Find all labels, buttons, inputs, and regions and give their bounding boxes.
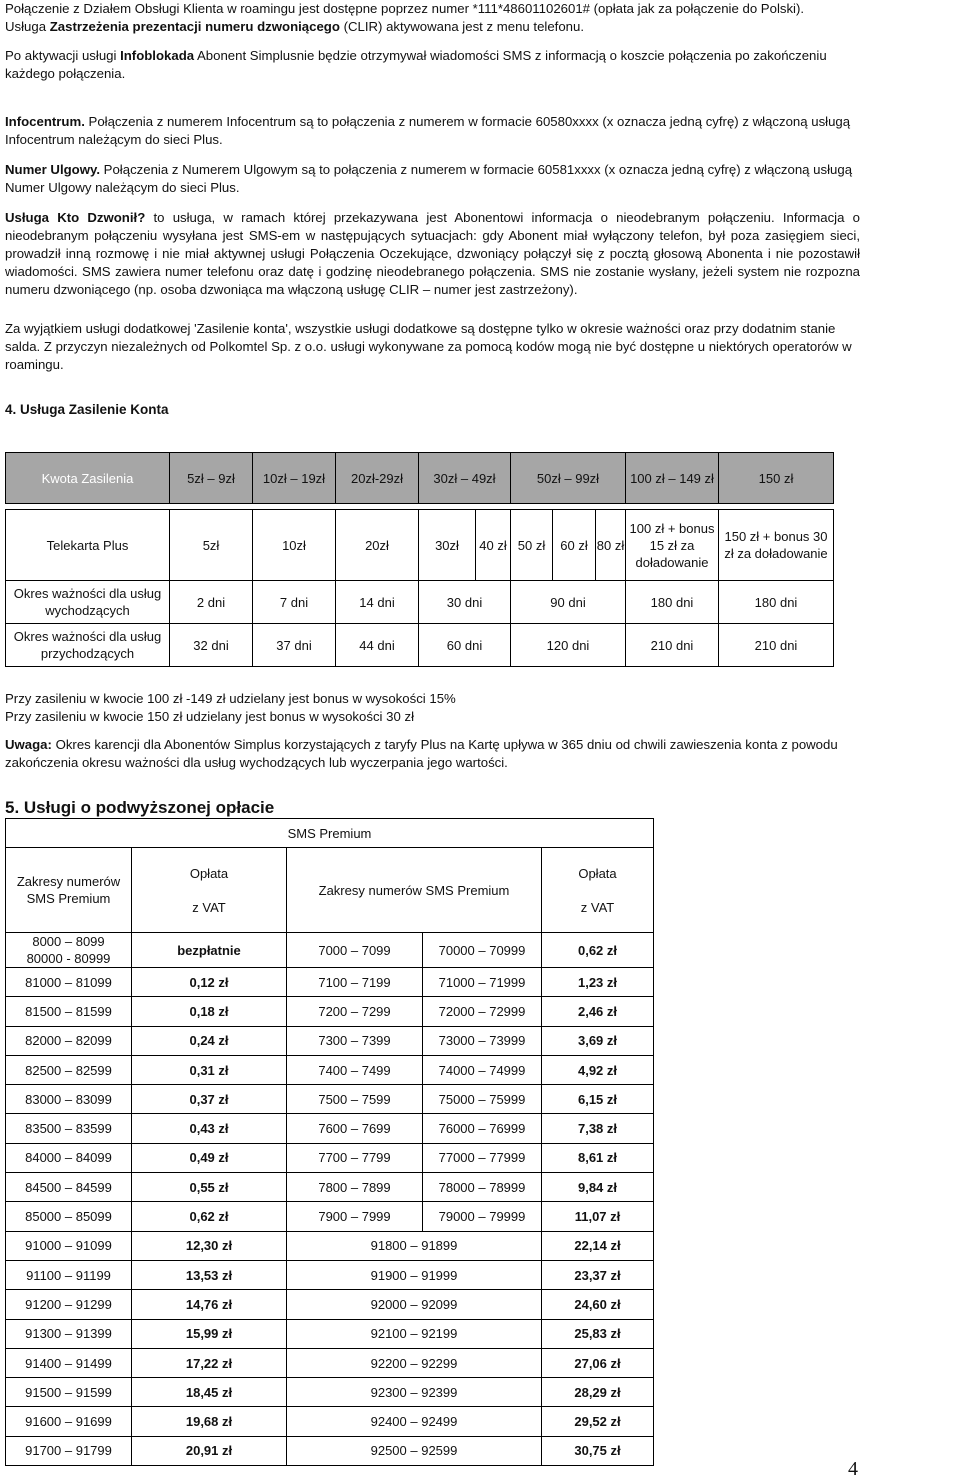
range-right-1: 7500 – 7599 [287, 1085, 423, 1114]
wych-cell: 30 dni [419, 581, 511, 624]
range-right-2: 79000 – 79999 [423, 1202, 542, 1231]
kwota-label: Kwota Zasilenia [6, 453, 170, 504]
range-left: 91500 – 91599 [6, 1378, 132, 1407]
fee-left: 0,49 zł [132, 1143, 287, 1172]
header-vat-text: z VAT [192, 899, 226, 915]
telekarta-cell: 80 zł [596, 510, 626, 581]
range-right-2: 74000 – 74999 [423, 1055, 542, 1084]
ulgowy-bold: Numer Ulgowy. [5, 162, 101, 177]
table-row [6, 997, 654, 1026]
kto-dzwonil-bold: Usługa Kto Dzwonił? [5, 210, 146, 225]
table-row [6, 1026, 654, 1055]
uwaga-paragraph [5, 736, 860, 772]
table-row [6, 968, 654, 997]
telekarta-cell: 5zł [170, 510, 253, 581]
bonus-notes [5, 690, 860, 726]
range-right-1: 7200 – 7299 [287, 997, 423, 1026]
range-right-1: 7000 – 7099 [287, 933, 423, 968]
fee-right: 24,60 zł [542, 1290, 654, 1319]
fee-left: 20,91 zł [132, 1436, 287, 1465]
page-number: 4 [848, 1458, 858, 1480]
range-right-1: 7600 – 7699 [287, 1114, 423, 1143]
przych-cell: 37 dni [253, 624, 336, 667]
range-right-2: 72000 – 72999 [423, 997, 542, 1026]
fee-left: 18,45 zł [132, 1378, 287, 1407]
range-left: 82000 – 82099 [6, 1026, 132, 1055]
range-right-2: 76000 – 76999 [423, 1114, 542, 1143]
fee-left: 14,76 zł [132, 1290, 287, 1319]
table-row [6, 1143, 654, 1172]
range-right-2: 78000 – 78999 [423, 1173, 542, 1202]
wych-cell: 180 dni [626, 581, 719, 624]
bonus-note-2: Przy zasileniu w kwocie 150 zł udzielany jest bonus w wysokości 30 zł [5, 709, 414, 724]
table-row [6, 1173, 654, 1202]
telekarta-cell: 30zł [419, 510, 476, 581]
infocentrum-bold: Infocentrum. [5, 114, 85, 129]
wych-cell: 180 dni [719, 581, 834, 624]
kwota-cell: 150 zł [719, 453, 834, 504]
fee-right: 0,62 zł [542, 933, 654, 968]
range-right-1: 7100 – 7199 [287, 968, 423, 997]
intro-line-2-pre: Usługa [5, 19, 50, 34]
header-oplata-text: Opłata [189, 865, 229, 881]
fee-left: 17,22 zł [132, 1348, 287, 1377]
fee-left: 13,53 zł [132, 1260, 287, 1289]
table-row [6, 1290, 654, 1319]
telekarta-cell: 60 zł [553, 510, 596, 581]
fee-left: 0,62 zł [132, 1202, 287, 1231]
wychodzace-row [6, 581, 834, 624]
table-row [6, 1114, 654, 1143]
range-left: 83500 – 83599 [6, 1114, 132, 1143]
range-left: 81500 – 81599 [6, 997, 132, 1026]
range-left: 91000 – 91099 [6, 1231, 132, 1260]
range-right: 92200 – 92299 [287, 1348, 542, 1377]
fee-right: 2,46 zł [542, 997, 654, 1026]
table-row [6, 1378, 654, 1407]
infoblokada-bold: Infoblokada [120, 48, 195, 63]
kwota-cell: 5zł – 9zł [170, 453, 253, 504]
header-oplata-text: Opłata [578, 865, 617, 881]
fee-right: 28,29 zł [542, 1378, 654, 1407]
range-left [6, 933, 132, 968]
header-vat-text: z VAT [580, 899, 615, 915]
telekarta-cell: 10zł [253, 510, 336, 581]
range-right-2: 70000 – 70999 [423, 933, 542, 968]
table-row [6, 933, 654, 968]
table-row [6, 1319, 654, 1348]
kwota-cell: 20zł-29zł [336, 453, 419, 504]
section-5-title: 5. Usługi o podwyższonej opłacie [5, 798, 275, 817]
przych-cell: 210 dni [719, 624, 834, 667]
wych-cell: 90 dni [511, 581, 626, 624]
fee-left: 19,68 zł [132, 1407, 287, 1436]
fee-right: 7,38 zł [542, 1114, 654, 1143]
range-left: 91400 – 91499 [6, 1348, 132, 1377]
kwota-cell: 10zł – 19zł [253, 453, 336, 504]
range-left: 84000 – 84099 [6, 1143, 132, 1172]
range-left-a: 8000 – 8099 [32, 934, 105, 949]
range-left: 91600 – 91699 [6, 1407, 132, 1436]
wyjatek-paragraph: Za wyjątkiem usługi dodatkowej 'Zasilenie konta', wszystkie usługi dodatkowe są dostępne tylko w okresie ważności oraz przy dodatnim stanie salda. Z przyczyn niezależnych od Polkomtel Sp. z o.o. usługi wykonywane za pomocą kodów mogą nie być dostępne u niektórych operatorów w roamingu. [5, 321, 852, 372]
przychodzace-row [6, 624, 834, 667]
telekarta-cell: 100 zł + bonus 15 zł za doładowanie [626, 510, 719, 581]
fee-left: 15,99 zł [132, 1319, 287, 1348]
range-left: 91200 – 91299 [6, 1290, 132, 1319]
range-left: 85000 – 85099 [6, 1202, 132, 1231]
fee-right: 4,92 zł [542, 1055, 654, 1084]
header-zakresy-right: Zakresy numerów SMS Premium [287, 848, 542, 933]
fee-right: 8,61 zł [542, 1143, 654, 1172]
range-right-1: 7900 – 7999 [287, 1202, 423, 1231]
range-right: 92000 – 92099 [287, 1290, 542, 1319]
range-right-2: 75000 – 75999 [423, 1085, 542, 1114]
range-right-1: 7300 – 7399 [287, 1026, 423, 1055]
table-row [6, 1260, 654, 1289]
range-left-b: 80000 - 80999 [26, 951, 111, 966]
range-left: 82500 – 82599 [6, 1055, 132, 1084]
fee-right: 1,23 zł [542, 968, 654, 997]
fee-right: 9,84 zł [542, 1173, 654, 1202]
fee-right: 3,69 zł [542, 1026, 654, 1055]
sms-premium-title: SMS Premium [6, 819, 654, 848]
range-right: 91800 – 91899 [287, 1231, 542, 1260]
zasilenie-table [5, 452, 834, 667]
header-oplata-left [132, 848, 287, 933]
intro-line-2-bold: Zastrzeżenia prezentacji numeru dzwoniącego [49, 19, 340, 34]
fee-left: 0,55 zł [132, 1173, 287, 1202]
range-right-2: 77000 – 77999 [423, 1143, 542, 1172]
kto-dzwonil-text: to usługa, w ramach której przekazywana jest Abonentowi informacja o nieodebranym połączeniu. Informacja o nieodebranym połączeniu wysyłana jest SMS-em w następujących sytuacjach: gdy Abonent miał wyłączony telefon, był poza zasięgiem sieci, prowadził inną rozmowę i nie miał aktywnej usługi Połączenia Oczekujące, dzwoniący połączył się z pocztą głosową Abonenta i nie pozostawił wiadomości. SMS zawiera numer telefonu oraz datę i godzinę nieodebranego połączenia. SMS nie zostanie wysłany, jeżeli system nie rozpozna numeru dzwoniącego (np. osoba dzwoniąca ma włączoną usługę CLIR – numer jest zastrzeżony). [5, 210, 860, 297]
uwaga-label: Uwaga: [5, 737, 52, 752]
wych-cell: 14 dni [336, 581, 419, 624]
przych-cell: 44 dni [336, 624, 419, 667]
wych-cell: 2 dni [170, 581, 253, 624]
intro-line-1: Połączenie z Działem Obsługi Klienta w roamingu jest dostępne poprzez numer *111*48601102601# (opłata jak za połączenie do Polski). [5, 1, 805, 16]
fee-left: 0,12 zł [132, 968, 287, 997]
table-row [6, 1055, 654, 1084]
przych-cell: 60 dni [419, 624, 511, 667]
kwota-cell: 30zł – 49zł [419, 453, 511, 504]
intro-line-2-post: (CLIR) aktywowana jest z menu telefonu. [339, 19, 585, 34]
telekarta-cell: 40 zł [476, 510, 511, 581]
kwota-cell: 50zł – 99zł [511, 453, 626, 504]
table-row [6, 1231, 654, 1260]
range-right: 92300 – 92399 [287, 1378, 542, 1407]
header-zakresy-left: Zakresy numerów SMS Premium [6, 848, 132, 933]
range-right-1: 7800 – 7899 [287, 1173, 423, 1202]
infoblokada-post: Abonent Simplusnie będzie otrzymywał wiadomości SMS z informacją o koszcie połączenia po zakończeniu każdego połączenia. [5, 48, 827, 81]
infoblokada-pre: Po aktywacji usługi [5, 48, 121, 63]
range-left: 81000 – 81099 [6, 968, 132, 997]
fee-right: 30,75 zł [542, 1436, 654, 1465]
fee-left: 0,18 zł [132, 997, 287, 1026]
fee-left: bezpłatnie [132, 933, 287, 968]
kwota-row [6, 453, 834, 504]
table-row [6, 1348, 654, 1377]
fee-left: 0,43 zł [132, 1114, 287, 1143]
przych-cell: 120 dni [511, 624, 626, 667]
range-right: 92400 – 92499 [287, 1407, 542, 1436]
range-right-2: 73000 – 73999 [423, 1026, 542, 1055]
intro-line-2 [5, 18, 860, 36]
sms-premium-title-row [6, 819, 654, 848]
range-right-2: 71000 – 71999 [423, 968, 542, 997]
range-right: 92500 – 92599 [287, 1436, 542, 1465]
range-left: 91300 – 91399 [6, 1319, 132, 1348]
range-right-1: 7700 – 7799 [287, 1143, 423, 1172]
table-row [6, 1085, 654, 1114]
fee-right: 11,07 zł [542, 1202, 654, 1231]
sms-premium-table [5, 818, 654, 1466]
wychodzace-label: Okres ważności dla usług wychodzących [6, 581, 170, 624]
ulgowy-text: Połączenia z Numerem Ulgowym są to połączenia z numerem w formacie 60581xxxx (x oznacza jedną cyfrę) z włączoną usługą Numer Ulgowy należącym do sieci Plus. [5, 162, 853, 195]
przychodzace-label: Okres ważności dla usług przychodzących [6, 624, 170, 667]
infoblokada-paragraph [5, 47, 860, 83]
intro-paragraph [5, 0, 860, 36]
table-row [6, 1202, 654, 1231]
telekarta-row [6, 510, 834, 581]
wych-cell: 7 dni [253, 581, 336, 624]
przych-cell: 210 dni [626, 624, 719, 667]
range-left: 83000 – 83099 [6, 1085, 132, 1114]
table-row [6, 1407, 654, 1436]
kto-dzwonil-paragraph [5, 209, 860, 299]
table-row [6, 1436, 654, 1465]
range-left: 91700 – 91799 [6, 1436, 132, 1465]
uwaga-text: Okres karencji dla Abonentów Simplus korzystających z taryfy Plus na Kartę upływa w 365 dniu od chwili zawieszenia konta z powodu zakończenia okresu ważności dla usług wychodzących lub wyczerpania jego wartości. [5, 737, 838, 770]
telekarta-cell: 150 zł + bonus 30 zł za doładowanie [719, 510, 834, 581]
infocentrum-text: Połączenia z numerem Infocentrum są to połączenia z numerem w formacie 60580xxxx (x oznacza jedną cyfrę) z włączoną usługą Infocentrum należącym do sieci Plus. [5, 114, 851, 147]
przych-cell: 32 dni [170, 624, 253, 667]
range-right: 92100 – 92199 [287, 1319, 542, 1348]
section-4-title: 4. Usługa Zasilenie Konta [5, 402, 169, 417]
fee-right: 22,14 zł [542, 1231, 654, 1260]
fee-right: 27,06 zł [542, 1348, 654, 1377]
range-left: 91100 – 91199 [6, 1260, 132, 1289]
bonus-note-1: Przy zasileniu w kwocie 100 zł -149 zł udzielany jest bonus w wysokości 15% [5, 691, 456, 706]
range-right: 91900 – 91999 [287, 1260, 542, 1289]
telekarta-label: Telekarta Plus [6, 510, 170, 581]
telekarta-cell: 50 zł [511, 510, 553, 581]
infocentrum-paragraph [5, 113, 860, 149]
telekarta-cell: 20zł [336, 510, 419, 581]
fee-right: 23,37 zł [542, 1260, 654, 1289]
fee-right: 29,52 zł [542, 1407, 654, 1436]
ulgowy-paragraph [5, 161, 860, 197]
fee-left: 0,31 zł [132, 1055, 287, 1084]
fee-left: 0,24 zł [132, 1026, 287, 1055]
fee-left: 12,30 zł [132, 1231, 287, 1260]
header-oplata-right [542, 848, 654, 933]
kwota-cell: 100 zł – 149 zł [626, 453, 719, 504]
fee-left: 0,37 zł [132, 1085, 287, 1114]
range-right-1: 7400 – 7499 [287, 1055, 423, 1084]
range-left: 84500 – 84599 [6, 1173, 132, 1202]
fee-right: 25,83 zł [542, 1319, 654, 1348]
sms-premium-header-row [6, 848, 654, 933]
fee-right: 6,15 zł [542, 1085, 654, 1114]
